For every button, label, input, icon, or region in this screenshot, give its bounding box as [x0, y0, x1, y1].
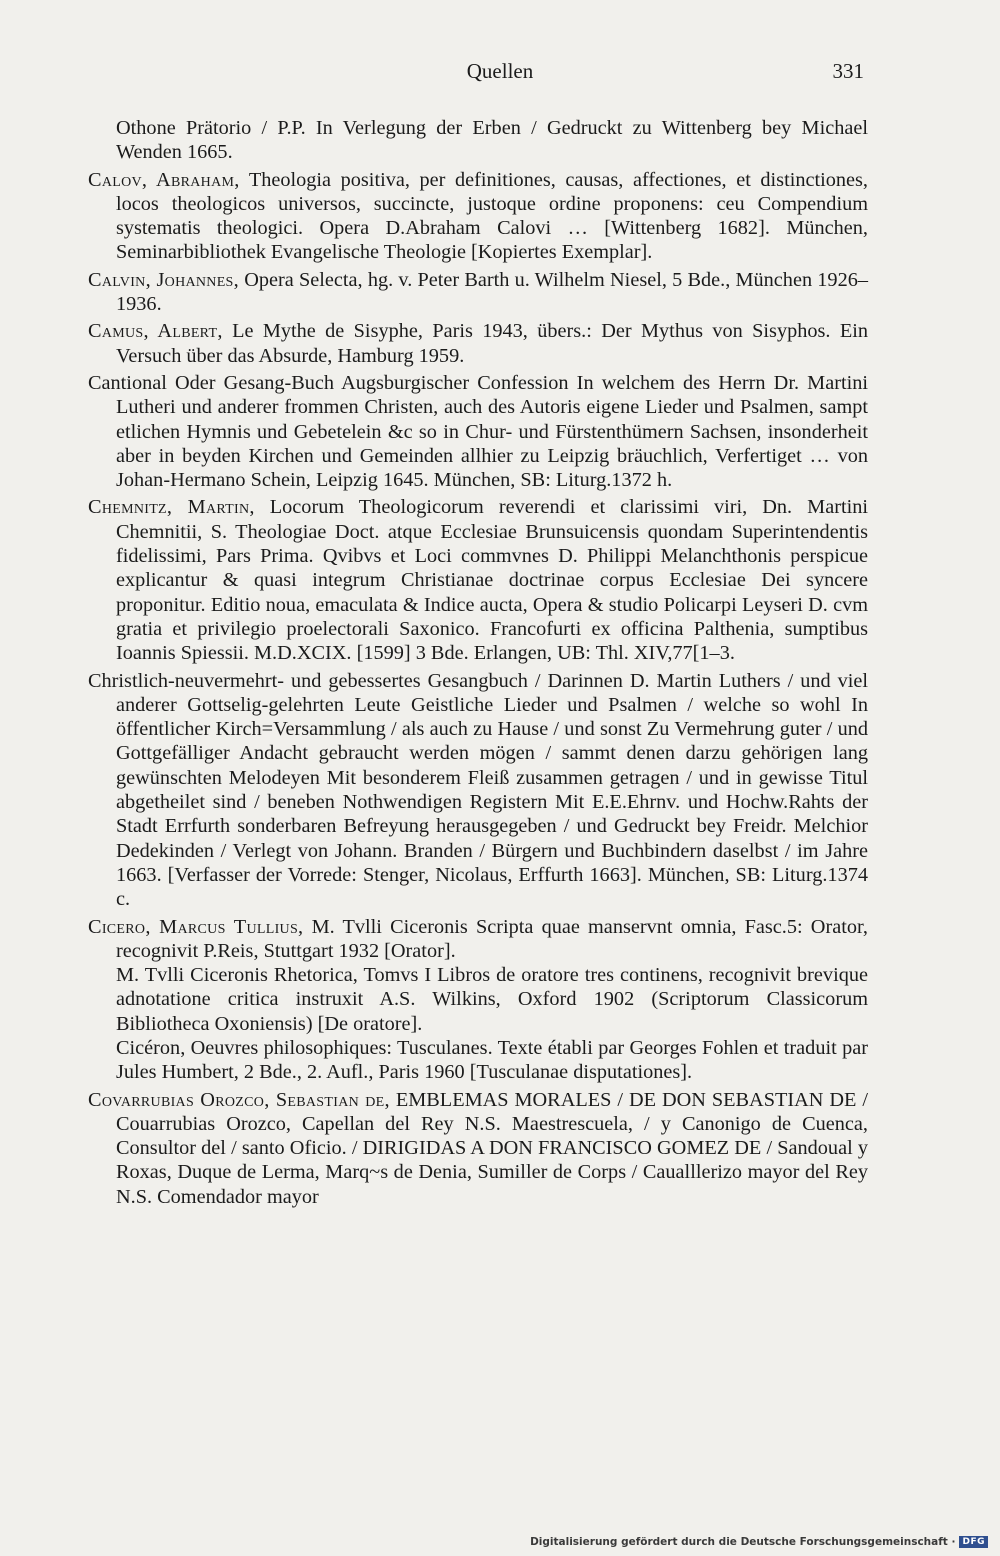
entry-text: Le Mythe de Sisyphe, Paris 1943, übers.: Der Mythus von Sisyphos. Ein Versuch über das Absurde, Hamburg 1959.: [116, 320, 868, 367]
running-title: Quellen: [466, 59, 534, 83]
page-number: 331: [832, 59, 864, 83]
entry-text: Cicéron, Oeuvres philosophiques: Tusculanes. Texte établi par Georges Fohlen et traduit par Jules Humbert, 2 Bde., 2. Aufl., Paris 1960 [Tusculanae disputationes].: [116, 1036, 868, 1084]
funding-footer: [530, 1534, 988, 1550]
bibliography-entry: [88, 116, 868, 165]
entry-author: Cicero, Marcus Tullius,: [88, 915, 304, 938]
bibliography-entry: [88, 319, 868, 368]
entry-text: M. Tvlli Ciceronis Scripta quae manservnt omnia, Fasc.5: Orator, recognivit P.Reis, Stuttgart 1932 [Orator].: [116, 915, 868, 962]
bibliography-entry: [88, 1088, 868, 1209]
bibliography-entry: [88, 915, 868, 964]
entry-text: Christlich-neuvermehrt- und gebessertes Gesangbuch / Darinnen D. Martin Luthers / und viel anderer Gottselig-gelehrten Leute Geistliche Lieder und Psalmen / welche so wohl In öffentlicher Kirch=Versammlung / als auch zu Hause / und sonst Zu Vermehrung guter / und Gottgefälliger Andacht gebraucht werden mögen / sammt denen darzu gehörigen lang gewünschten Melodeyen Mit besonderem Fleiß zusammen getragen / und in gewisse Titul abgetheilet sind / beneben Nothwendigen Registern Mit E.E.Ehrnv. und Hochw.Rahts der Stadt Errfurth sonderbaren Befreyung herausgegeben / und Gedruckt bey Freidr. Melchior Dedekinden / Verlegt von Johann. Branden / Bürgern und Buchbindern daselbst / im Jahre 1663. [Verfasser der Vorrede: Stenger, Nicolaus, Erffurth 1663]. München, SB: Liturg.1374 c.: [88, 669, 868, 911]
entry-text: Theologia positiva, per definitiones, causas, affectiones, et distinctiones, locos theologicos universos, succincte, justoque ordine proponens: ceu Compendium systematis theologici. Opera D.Abraham Calovi … [Wittenberg 1682]. München, Seminarbibliothek Evangelische Theologie [Kopiertes Exemplar].: [116, 168, 869, 264]
entry-author: Camus, Albert,: [88, 320, 223, 343]
entry-text: M. Tvlli Ciceronis Rhetorica, Tomvs I Libros de oratore tres continens, recognivit brevique adnotatione critica instruxit A.S. Wilkins, Oxford 1902 (Scriptorum Classicorum Bibliotheca Oxoniensis) [De oratore].: [116, 964, 868, 1035]
entry-text: Opera Selecta, hg. v. Peter Barth u. Wilhelm Niesel, 5 Bde., München 1926–1936.: [116, 268, 868, 316]
page-header: [0, 56, 1000, 86]
bibliography-entry: [88, 268, 868, 317]
bibliography-entry: [88, 669, 868, 912]
footer-text: Digitalisierung gefördert durch die Deutsche Forschungsgemeinschaft ·: [530, 1536, 956, 1548]
dfg-logo: DFG: [959, 1536, 988, 1548]
bibliography-entry: [88, 168, 868, 265]
bibliography-entry: [88, 963, 868, 1036]
bibliography-entry: [88, 495, 868, 665]
entry-author: Covarrubias Orozco, Sebastian de,: [88, 1088, 390, 1111]
bibliography-list: [88, 116, 868, 1212]
entry-author: Calvin, Johannes,: [88, 268, 240, 291]
entry-author: Calov, Abraham,: [88, 168, 240, 191]
bibliography-entry: [88, 371, 868, 492]
entry-author: Chemnitz, Martin,: [88, 496, 255, 519]
entry-text: EMBLEMAS MORALES / DE DON SEBASTIAN DE / Couarrubias Orozco, Capellan del Rey N.S. Maestrescuela, / y Canonigo de Cuenca, Consultor del / santo Oficio. / DIRIGIDAS A DON FRANCISCO GOMEZ DE / Sandoual y Roxas, Duque de Lerma, Marq~s de Denia, Sumiller de Corps / Caualllerizo mayor del Rey N.S. Comendador mayor: [116, 1088, 868, 1208]
entry-text: Othone Prätorio / P.P. In Verlegung der Erben / Gedruckt zu Wittenberg bey Michael Wenden 1665.: [116, 117, 868, 164]
entry-text: Cantional Oder Gesang-Buch Augsburgischer Confession In welchem des Herrn Dr. Martini Lutheri und anderer frommen Christen, auch des Autoris eigene Lieder und Psalmen, sampt etlichen Hymnis und Gebetelein &c so in Chur- und Fürstenthümern Sachsen, insonderheit aber in beyden Kirchen und Gemeinden allhier zu Leipzig bräuchlich, Verfertiget … von Johan-Hermano Schein, Leipzig 1645. München, SB: Liturg.1372 h.: [88, 371, 868, 492]
bibliography-entry: [88, 1036, 868, 1085]
entry-text: Locorum Theologicorum reverendi et clarissimi viri, Dn. Martini Chemnitii, S. Theologiae Doct. atque Ecclesiae Brunsuicensis quondam Superintendentis fidelissimi, Pars Prima. Qvibvs et Loci commvnes D. Philippi Melanchthonis perspicue explicantur & quasi integrum Christianae doctrinae corpus Ecclesiae Dei syncere proponitur. Editio noua, emaculata & Indice aucta, Opera & studio Policarpi Leyseri D. cvm gratia et privilegio proelectorali Saxonico. Francofurti ex officina Palthenia, sumptibus Ioannis Spiessii. M.D.XCIX. [1599] 3 Bde. Erlangen, UB: Thl. XIV,77[1–3.: [116, 496, 868, 665]
